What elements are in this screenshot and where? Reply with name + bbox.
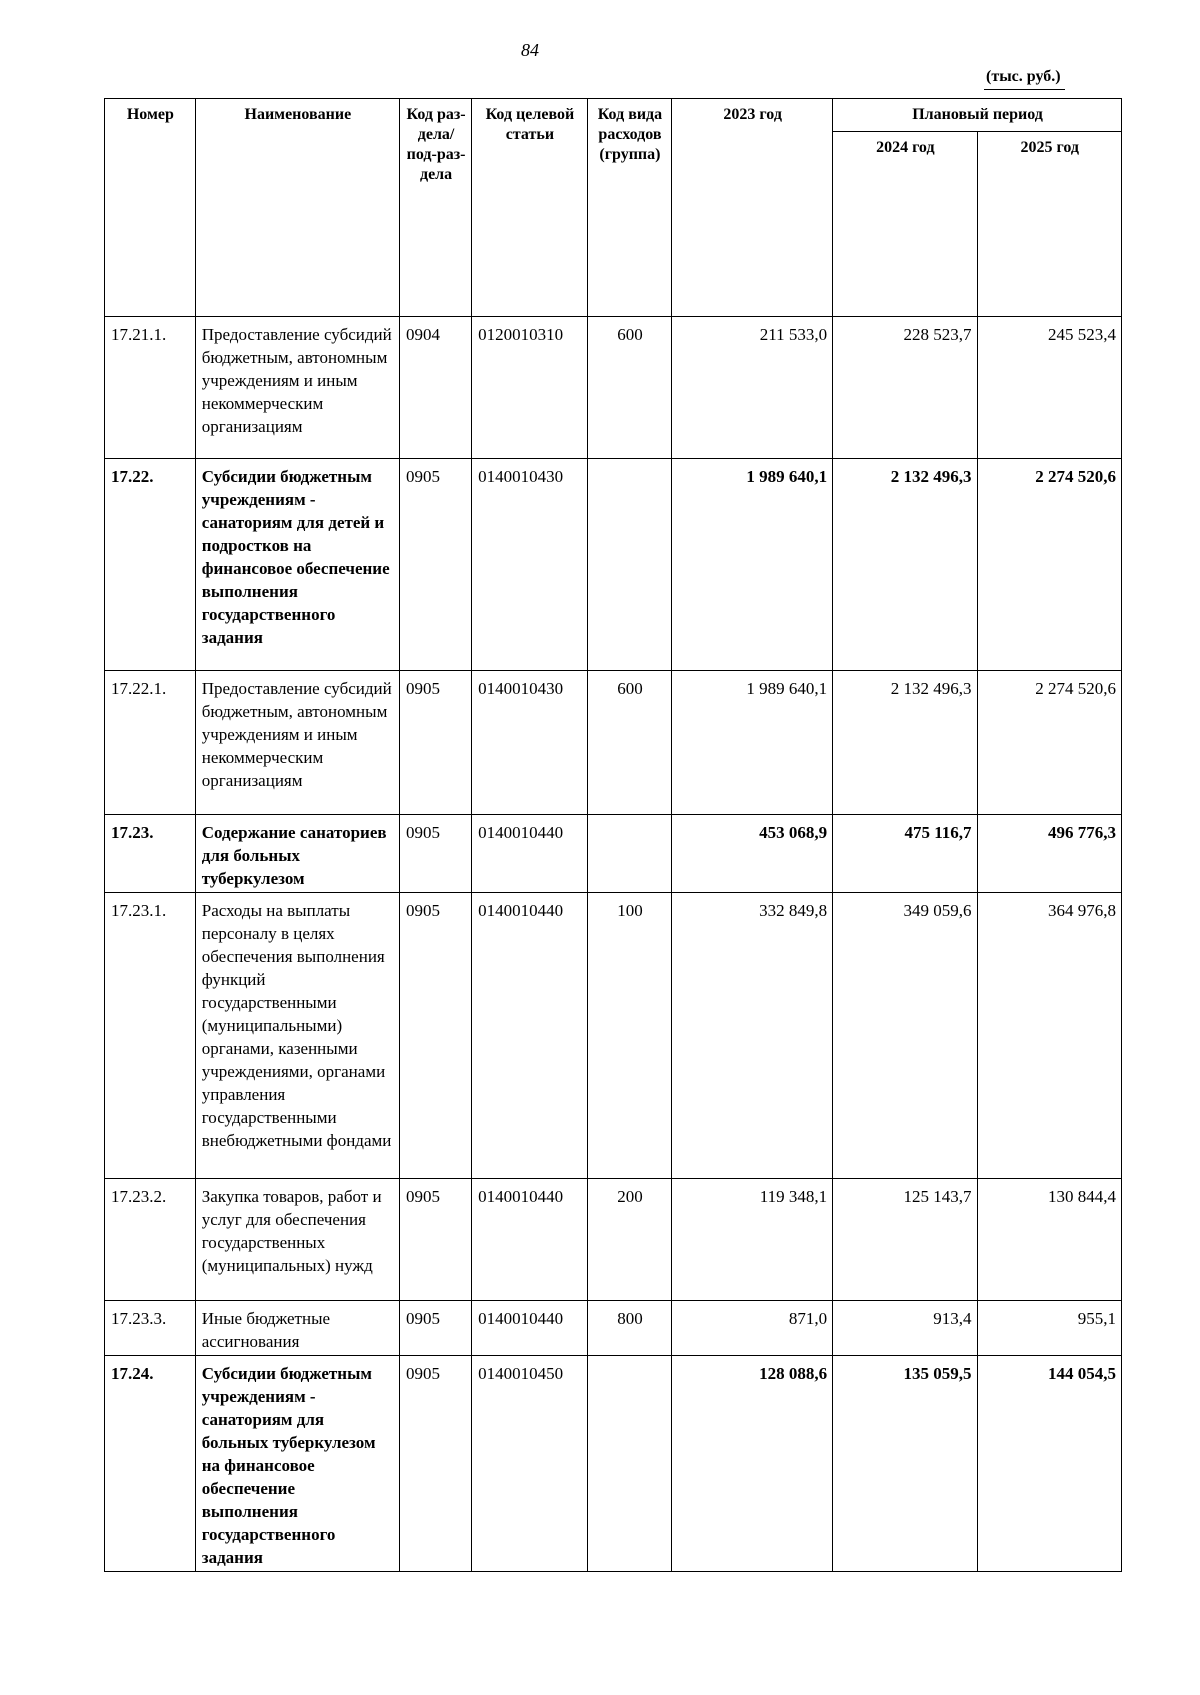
row-number: 17.22.1. (105, 671, 196, 815)
row-target-code: 0140010440 (472, 1179, 588, 1301)
row-amount-2024: 135 059,5 (833, 1356, 977, 1572)
row-amount-2025: 2 274 520,6 (977, 459, 1121, 671)
row-expense-kind: 200 (587, 1179, 672, 1301)
row-amount-2023: 453 068,9 (672, 815, 833, 893)
row-amount-2024: 2 132 496,3 (833, 459, 977, 671)
row-number: 17.22. (105, 459, 196, 671)
row-amount-2025: 2 274 520,6 (977, 671, 1121, 815)
header-expense-kind-code: Код вида расходов (группа) (587, 99, 672, 317)
row-name: Предоставление субсидий бюджетным, автономным учреждениям и иным некоммерческим организациям (195, 317, 399, 459)
row-amount-2024: 349 059,6 (833, 893, 977, 1179)
header-section-code: Код раз-дела/ под-раз-дела (399, 99, 471, 317)
row-number: 17.21.1. (105, 317, 196, 459)
row-amount-2024: 125 143,7 (833, 1179, 977, 1301)
row-expense-kind: 100 (587, 893, 672, 1179)
row-section-code: 0905 (399, 815, 471, 893)
header-year-2023: 2023 год (672, 99, 833, 317)
table-row (105, 671, 1122, 815)
row-amount-2025: 130 844,4 (977, 1179, 1121, 1301)
table-row (105, 893, 1122, 1179)
row-name: Содержание санаториев для больных туберкулезом (195, 815, 399, 893)
header-target-code: Код целевой статьи (472, 99, 588, 317)
row-target-code: 0120010310 (472, 317, 588, 459)
row-section-code: 0905 (399, 1179, 471, 1301)
table-row (105, 317, 1122, 459)
row-target-code: 0140010430 (472, 671, 588, 815)
row-name: Расходы на выплаты персоналу в целях обеспечения выполнения функций государственными (муниципальными) органами, казенными учреждениями, органами управления государственными внебюджетными фондами (195, 893, 399, 1179)
row-name: Закупка товаров, работ и услуг для обеспечения государственных (муниципальных) нужд (195, 1179, 399, 1301)
row-expense-kind (587, 459, 672, 671)
row-expense-kind: 600 (587, 317, 672, 459)
row-amount-2025: 955,1 (977, 1301, 1121, 1356)
row-expense-kind: 800 (587, 1301, 672, 1356)
row-expense-kind (587, 815, 672, 893)
row-expense-kind: 600 (587, 671, 672, 815)
row-amount-2024: 913,4 (833, 1301, 977, 1356)
budget-table (104, 98, 1122, 1572)
table-row (105, 1179, 1122, 1301)
row-expense-kind (587, 1356, 672, 1572)
row-amount-2023: 128 088,6 (672, 1356, 833, 1572)
row-section-code: 0905 (399, 1301, 471, 1356)
header-planned-period: Плановый период (833, 99, 1122, 132)
row-target-code: 0140010440 (472, 893, 588, 1179)
header-number: Номер (105, 99, 196, 317)
table-row (105, 1301, 1122, 1356)
row-number: 17.23.1. (105, 893, 196, 1179)
row-target-code: 0140010450 (472, 1356, 588, 1572)
row-section-code: 0905 (399, 1356, 471, 1572)
table-row (105, 459, 1122, 671)
row-section-code: 0905 (399, 893, 471, 1179)
table-row (105, 815, 1122, 893)
header-year-2025: 2025 год (977, 132, 1121, 317)
row-amount-2024: 2 132 496,3 (833, 671, 977, 815)
header-year-2024: 2024 год (833, 132, 977, 317)
page-number: 84 (521, 40, 539, 60)
row-target-code: 0140010440 (472, 815, 588, 893)
units-label: (тыс. руб.) (986, 68, 1061, 85)
row-section-code: 0905 (399, 459, 471, 671)
row-section-code: 0904 (399, 317, 471, 459)
row-amount-2023: 119 348,1 (672, 1179, 833, 1301)
row-section-code: 0905 (399, 671, 471, 815)
row-amount-2023: 332 849,8 (672, 893, 833, 1179)
row-amount-2023: 1 989 640,1 (672, 459, 833, 671)
row-number: 17.23.2. (105, 1179, 196, 1301)
row-amount-2025: 364 976,8 (977, 893, 1121, 1179)
row-amount-2023: 211 533,0 (672, 317, 833, 459)
row-name: Субсидии бюджетным учреждениям - санаториям для детей и подростков на финансовое обеспечение выполнения государственного задания (195, 459, 399, 671)
row-name: Предоставление субсидий бюджетным, автономным учреждениям и иным некоммерческим организациям (195, 671, 399, 815)
row-amount-2025: 496 776,3 (977, 815, 1121, 893)
row-name: Субсидии бюджетным учреждениям - санаториям для больных туберкулезом на финансовое обеспечение выполнения государственного задания (195, 1356, 399, 1572)
row-name: Иные бюджетные ассигнования (195, 1301, 399, 1356)
row-target-code: 0140010440 (472, 1301, 588, 1356)
table-row (105, 1356, 1122, 1572)
row-target-code: 0140010430 (472, 459, 588, 671)
row-number: 17.23.3. (105, 1301, 196, 1356)
row-amount-2025: 245 523,4 (977, 317, 1121, 459)
row-number: 17.24. (105, 1356, 196, 1572)
header-name: Наименование (195, 99, 399, 317)
row-amount-2024: 228 523,7 (833, 317, 977, 459)
row-amount-2023: 1 989 640,1 (672, 671, 833, 815)
row-number: 17.23. (105, 815, 196, 893)
row-amount-2025: 144 054,5 (977, 1356, 1121, 1572)
row-amount-2024: 475 116,7 (833, 815, 977, 893)
row-amount-2023: 871,0 (672, 1301, 833, 1356)
